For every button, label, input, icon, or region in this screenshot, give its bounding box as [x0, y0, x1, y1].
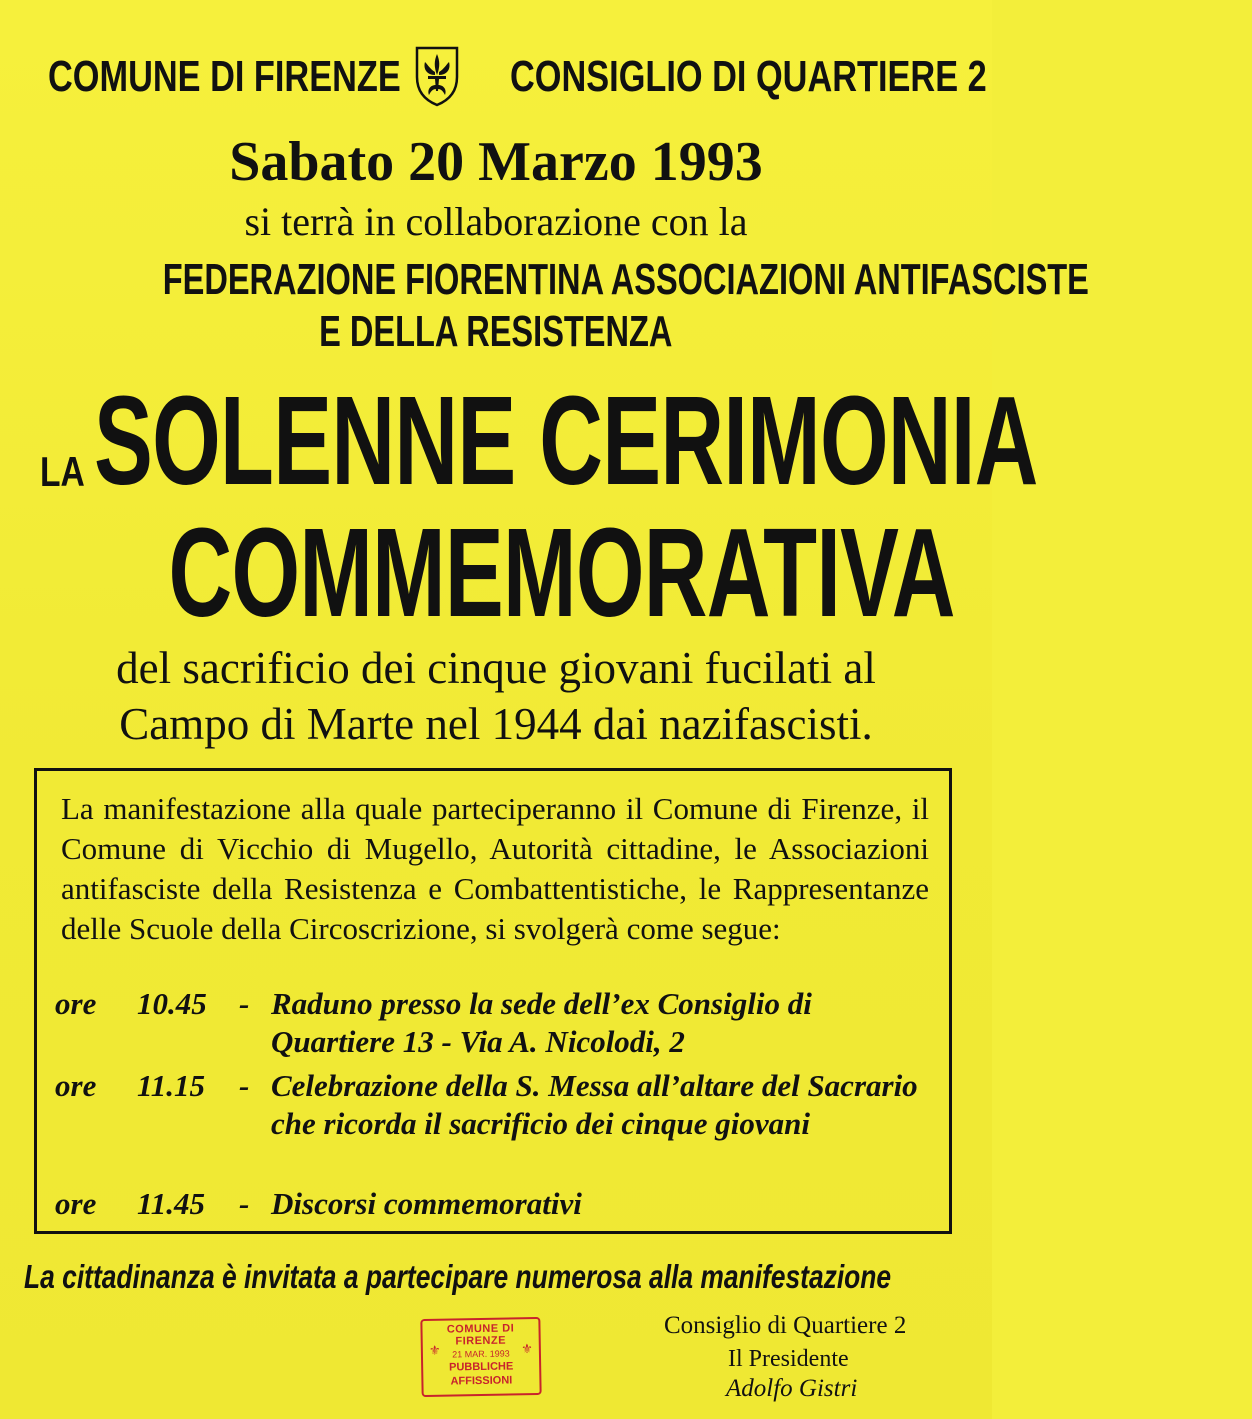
collab-line: si terrà in collaborazione con la: [244, 199, 748, 244]
stamp-lily-icon: ⚜: [428, 1342, 441, 1358]
program-box: [34, 768, 952, 1234]
stamp-line-4: AFFISSIONI: [450, 1374, 513, 1388]
schedule-desc: Celebrazione della S. Messa all’altare del Sacrario che ricorda il sacrificio dei cinque giovani: [271, 1068, 918, 1141]
schedule-ore: ore: [55, 1068, 97, 1103]
schedule-ore: ore: [55, 986, 97, 1021]
title-line-2: COMMEMORATIVA: [168, 502, 955, 643]
header-consiglio: CONSIGLIO DI QUARTIERE 2: [510, 52, 987, 101]
stamp-line-1: COMUNE DI FIRENZE: [446, 1322, 515, 1348]
public-posting-stamp: [420, 1317, 541, 1397]
schedule-time: 11.15: [137, 1068, 206, 1103]
title-article: LA: [40, 448, 85, 495]
signature-name: Adolfo Gistri: [726, 1375, 858, 1402]
stamp-lily-icon: ⚜: [521, 1341, 533, 1357]
header-comune: COMUNE DI FIRENZE: [48, 52, 401, 101]
federation-line-1: FEDERAZIONE FIORENTINA ASSOCIAZIONI ANTIFASCISTE: [162, 255, 1089, 304]
subtitle-line-1: del sacrificio dei cinque giovani fucilati al: [116, 643, 876, 693]
schedule-time: 11.45: [137, 1186, 206, 1221]
program-intro: La manifestazione alla quale parteciperanno il Comune di Firenze, il Comune di Vicchio di Mugello, Autorità cittadine, le Associazioni antifasciste della Resistenza e Combattentistiche, le Rappresentanze delle Scuole della Circoscrizione, si svolgerà come segue:: [61, 791, 929, 946]
schedule-dash: -: [239, 986, 250, 1021]
schedule-desc: Discorsi commemorativi: [271, 1186, 582, 1221]
title-line-1: SOLENNE CERIMONIA: [94, 370, 1038, 511]
florence-lily-crest-icon: [413, 45, 461, 107]
signature-council: Consiglio di Quartiere 2: [664, 1312, 907, 1339]
schedule-dash: -: [239, 1186, 250, 1221]
stamp-date: 21 MAR. 1993: [452, 1348, 510, 1360]
schedule-desc: Raduno presso la sede dell’ex Consiglio di Quartiere 13 - Via A. Nicolodi, 2: [271, 986, 812, 1059]
schedule-ore: ore: [55, 1186, 97, 1221]
subtitle-line-2: Campo di Marte nel 1944 dai nazifascisti.: [119, 699, 873, 749]
stamp-line-3: PUBBLICHE: [448, 1360, 514, 1374]
invitation-line: La cittadinanza è invitata a partecipare numerosa alla manifestazione: [24, 1258, 892, 1295]
signature-role: Il Presidente: [728, 1346, 849, 1372]
schedule-dash: -: [239, 1068, 250, 1103]
event-date: Sabato 20 Marzo 1993: [229, 131, 763, 193]
federation-line-2: E DELLA RESISTENZA: [319, 307, 673, 356]
schedule-time: 10.45: [137, 986, 207, 1021]
